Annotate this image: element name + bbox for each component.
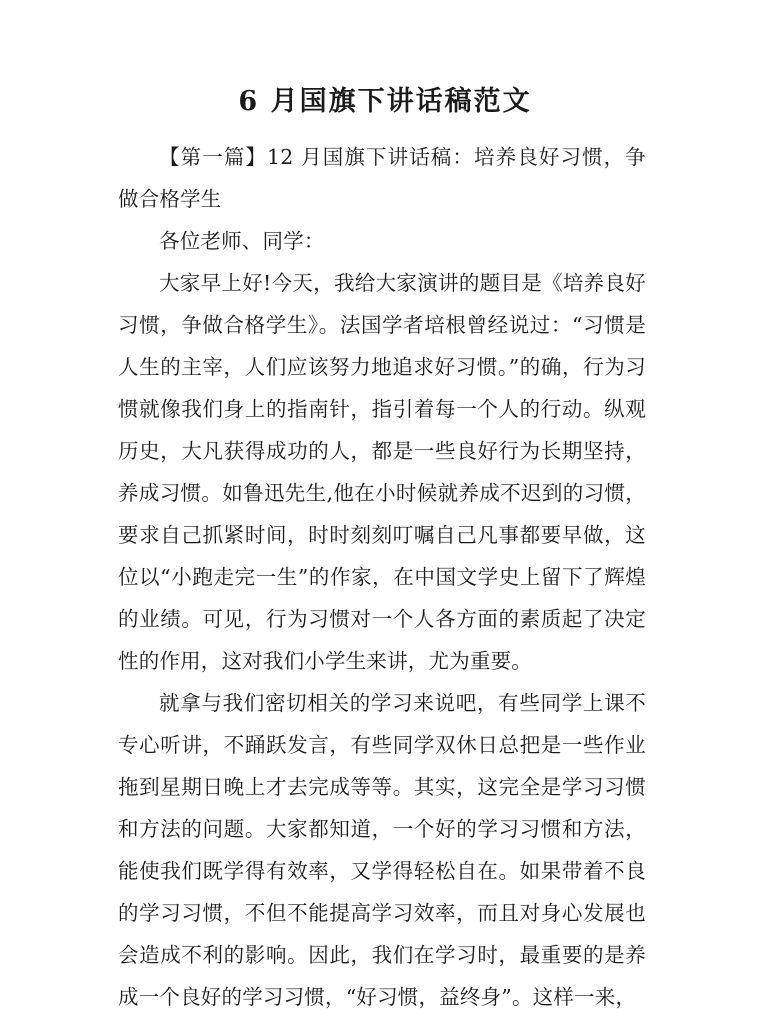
paragraph-intro: 大家早上好!今天，我给大家演讲的题目是《培养良好习惯，争做合格学生》。法国学者培根曾经说过：“习惯是人生的主宰，人们应该努力地追求好习惯。”的确，行为习惯就像我们身上的指南针，指引着每一个人的行动。纵观历史，大凡获得成功的人，都是一些良好行为长期坚持，养成习惯。如鲁迅先生,他在小时候就养成不迟到的习惯，要求自己抓紧时间，时时刻刻叮嘱自己凡事都要早做，这位以“小跑走完一生”的作家，在中国文学史上留下了辉煌的业绩。可见，行为习惯对一个人各方面的素质起了决定性的作用，这对我们小学生来讲，尤为重要。 — [118, 271, 646, 673]
paragraph-heading: 【第一篇】12 月国旗下讲话稿：培养良好习惯，争做合格学生 — [118, 145, 646, 211]
document-title: 6 月国旗下讲话稿范文 — [238, 86, 532, 117]
paragraph-greeting: 各位老师、同学： — [159, 229, 325, 253]
paragraph-study: 就拿与我们密切相关的学习来说吧，有些同学上课不专心听讲，不踊跃发言，有些同学双休日总把是一些作业拖到星期日晚上才去完成等等。其实，这完全是学习习惯和方法的问题。大家都知道，一个好的学习习惯和方法，能使我们既学得有效率，又学得轻松自在。如果带着不良的学习习惯，不但不能提高学习效率，而且对身心发展也会造成不利的影响。因此，我们在学习时，最重要的是养成一个良好的学习习惯，“好习惯，益终身”。这样一来， — [118, 691, 646, 1009]
document-body — [118, 136, 646, 1018]
